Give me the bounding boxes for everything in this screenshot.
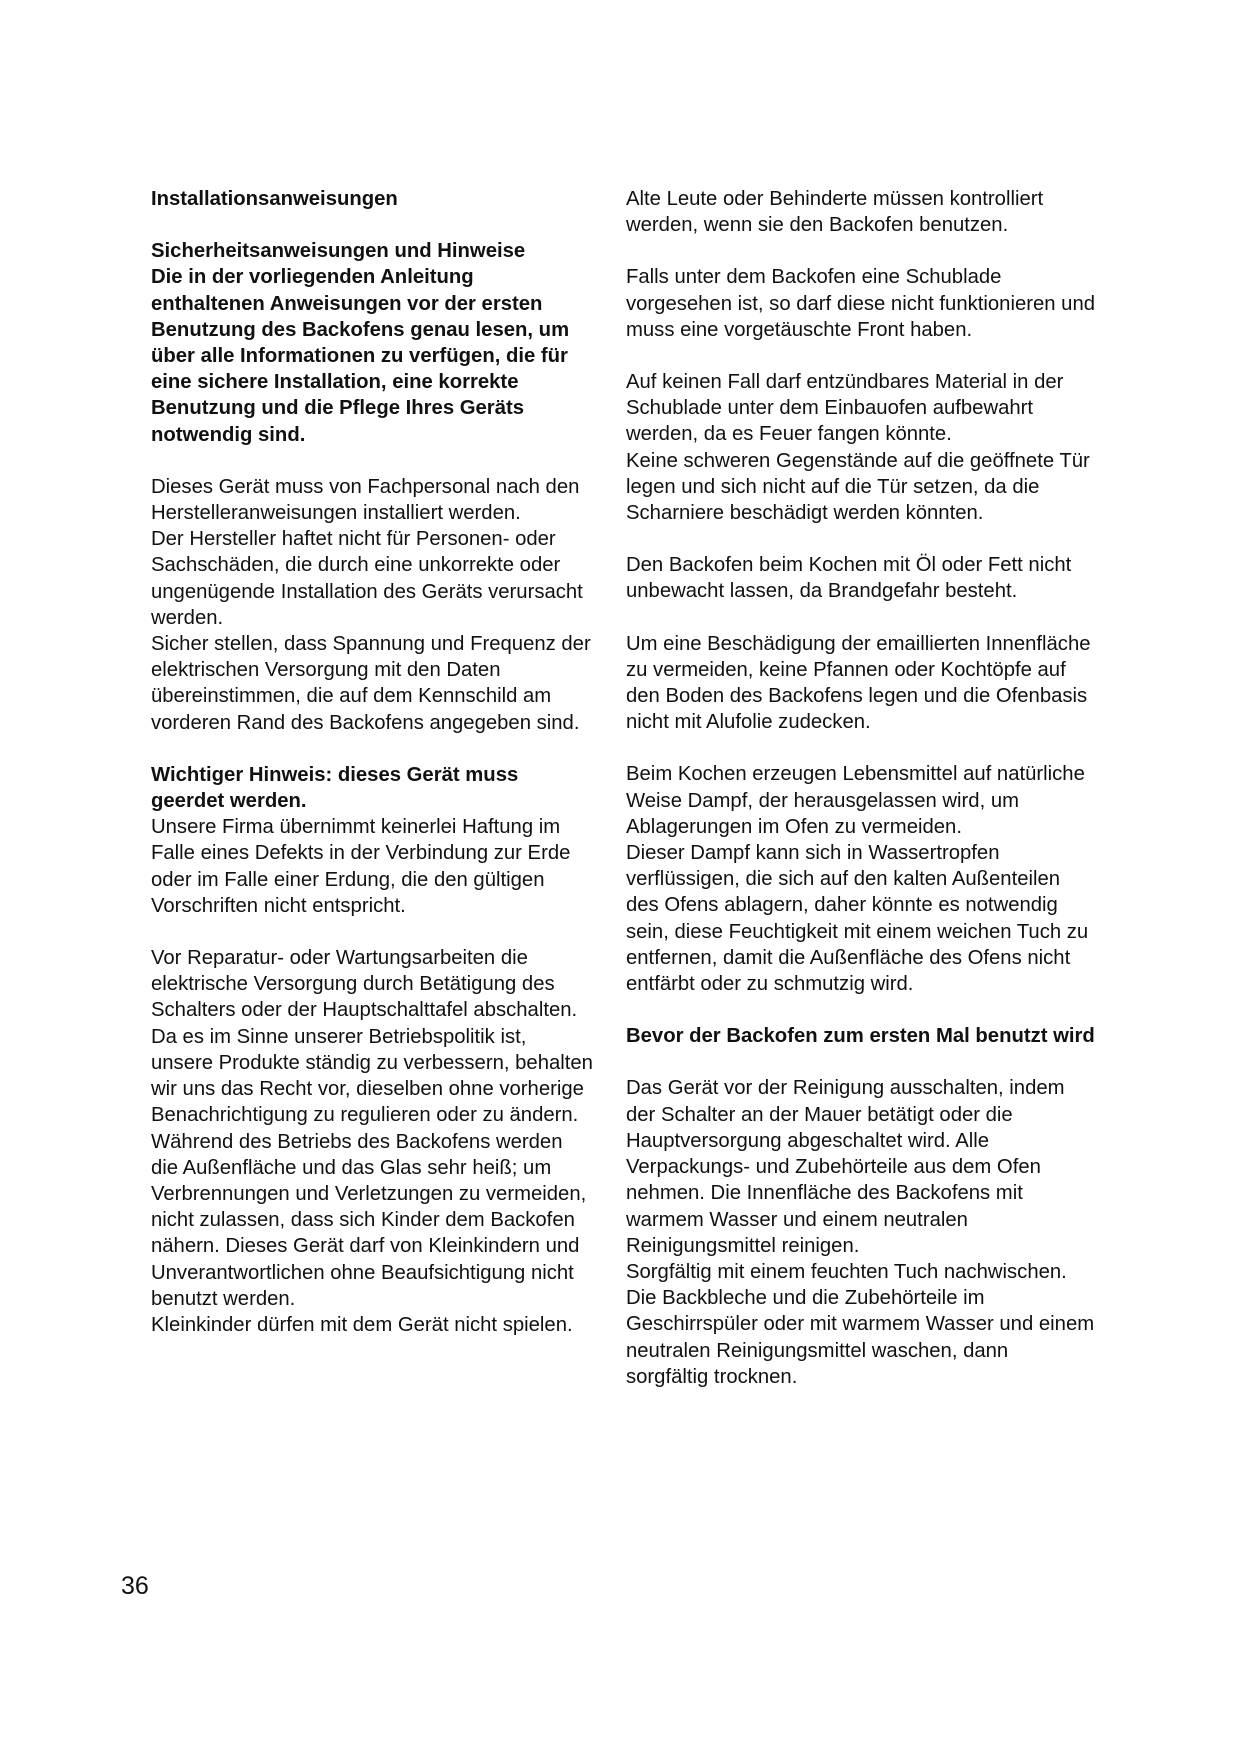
- paragraph-installation: Dieses Gerät muss von Fachpersonal nach den Herstelleranweisungen installiert werden.: [151, 475, 580, 525]
- paragraph-liability: Der Hersteller haftet nicht für Personen- oder Sachschäden, die durch eine unkorrekte oder ungenügende Installation des Geräts verursacht werden.: [151, 528, 583, 629]
- section-title: Installationsanweisungen: [151, 188, 398, 210]
- paragraph-children: Kleinkinder dürfen mit dem Gerät nicht spielen.: [151, 1313, 573, 1336]
- paragraph-heavy-objects: Keine schweren Gegenstände auf die geöffnete Tür legen und sich nicht auf die Tür setzen, da die Scharniere beschädigt werden könnten.: [626, 449, 1090, 525]
- paragraph-elderly: Alte Leute oder Behinderte müssen kontrolliert werden, wenn sie den Backofen benutzen.: [626, 188, 1044, 237]
- paragraph-policy: Da es im Sinne unserer Betriebspolitik ist, unsere Produkte ständig zu verbessern, behalten wir uns das Recht vor, dieselben ohne vorherige Benachrichtigung zu regulieren oder zu ändern.: [151, 1025, 593, 1127]
- paragraph-repair: Vor Reparatur- oder Wartungsarbeiten die elektrische Versorgung durch Betätigung des Schalters oder der Hauptschalttafel abschalten.: [151, 947, 578, 1022]
- page-number: 36: [121, 1572, 149, 1600]
- paragraph-wipe: Sorgfältig mit einem feuchten Tuch nachwischen. Die Backbleche und die Zubehörteile im Geschirrspüler oder mit warmem Wasser und einem neutralen Reinigungsmittel waschen, dann sorgfältig trocknen.: [626, 1260, 1095, 1388]
- paragraph-drawer: Falls unter dem Backofen eine Schublade vorgesehen ist, so darf diese nicht funktionieren und muss eine vorgetäuschte Front haben.: [626, 266, 1096, 341]
- safety-intro: Die in der vorliegenden Anleitung enthaltenen Anweisungen vor der ersten Benutzung des Backofens genau lesen, um über alle Informationen zu verfügen, die für eine sichere Installation, eine korrekte Benutzung und die Pflege Ihres Geräts notwendig sind.: [151, 266, 570, 446]
- left-column: [151, 186, 593, 1338]
- paragraph-oil: Den Backofen beim Kochen mit Öl oder Fett nicht unbewacht lassen, da Brandgefahr besteht.: [626, 554, 1072, 603]
- safety-heading: Sicherheitsanweisungen und Hinweise: [151, 240, 526, 263]
- paragraph-enamel: Um eine Beschädigung der emaillierten Innenfläche zu vermeiden, keine Pfannen oder Kochtöpfe auf den Boden des Backofens legen und die Ofenbasis nicht mit Alufolie zudecken.: [626, 632, 1091, 734]
- first-use-heading: Bevor der Backofen zum ersten Mal benutzt wird: [626, 1025, 1095, 1048]
- paragraph-steam: Beim Kochen erzeugen Lebensmittel auf natürliche Weise Dampf, der herausgelassen wird, um Ablagerungen im Ofen zu vermeiden.: [626, 763, 1085, 838]
- right-column: [626, 186, 1096, 1390]
- paragraph-first-use: Das Gerät vor der Reinigung ausschalten, indem der Schalter an der Mauer betätigt oder die Hauptversorgung abgeschaltet wird. Alle Verpackungs- und Zubehörteile aus dem Ofen nehmen. Die Innenfläche des Backofens mit warmem Wasser und einem neutralen Reinigungsmittel reinigen.: [626, 1077, 1065, 1257]
- paragraph-voltage: Sicher stellen, dass Spannung und Frequenz der elektrischen Versorgung mit den Daten übereinstimmen, die auf dem Kennschild am vorderen Rand des Backofens angegeben sind.: [151, 633, 591, 734]
- paragraph-hot-surfaces: Während des Betriebs des Backofens werden die Außenfläche und das Glas sehr heiß; um Verbrennungen und Verletzungen zu vermeiden, nicht zulassen, dass sich Kinder dem Backofen nähern. Dieses Gerät darf von Kleinkindern und Unverantwortlichen ohne Beaufsichtigung nicht benutzt werden.: [151, 1130, 587, 1310]
- paragraph-condensation: Dieser Dampf kann sich in Wassertropfen verflüssigen, die sich auf den kalten Außenteilen des Ofens ablagern, daher könnte es notwendig sein, diese Feuchtigkeit mit einem weichen Tuch zu entfernen, damit die Außenfläche des Ofens nicht entfärbt oder zu schmutzig wird.: [626, 842, 1089, 996]
- grounding-heading: Wichtiger Hinweis: dieses Gerät muss geerdet werden.: [151, 763, 519, 813]
- paragraph-grounding: Unsere Firma übernimmt keinerlei Haftung im Falle eines Defekts in der Verbindung zur Erde oder im Falle einer Erdung, die den gültigen Vorschriften nicht entspricht.: [151, 816, 571, 917]
- paragraph-flammable: Auf keinen Fall darf entzündbares Material in der Schublade unter dem Einbauofen aufbewahrt werden, da es Feuer fangen könnte.: [626, 371, 1064, 446]
